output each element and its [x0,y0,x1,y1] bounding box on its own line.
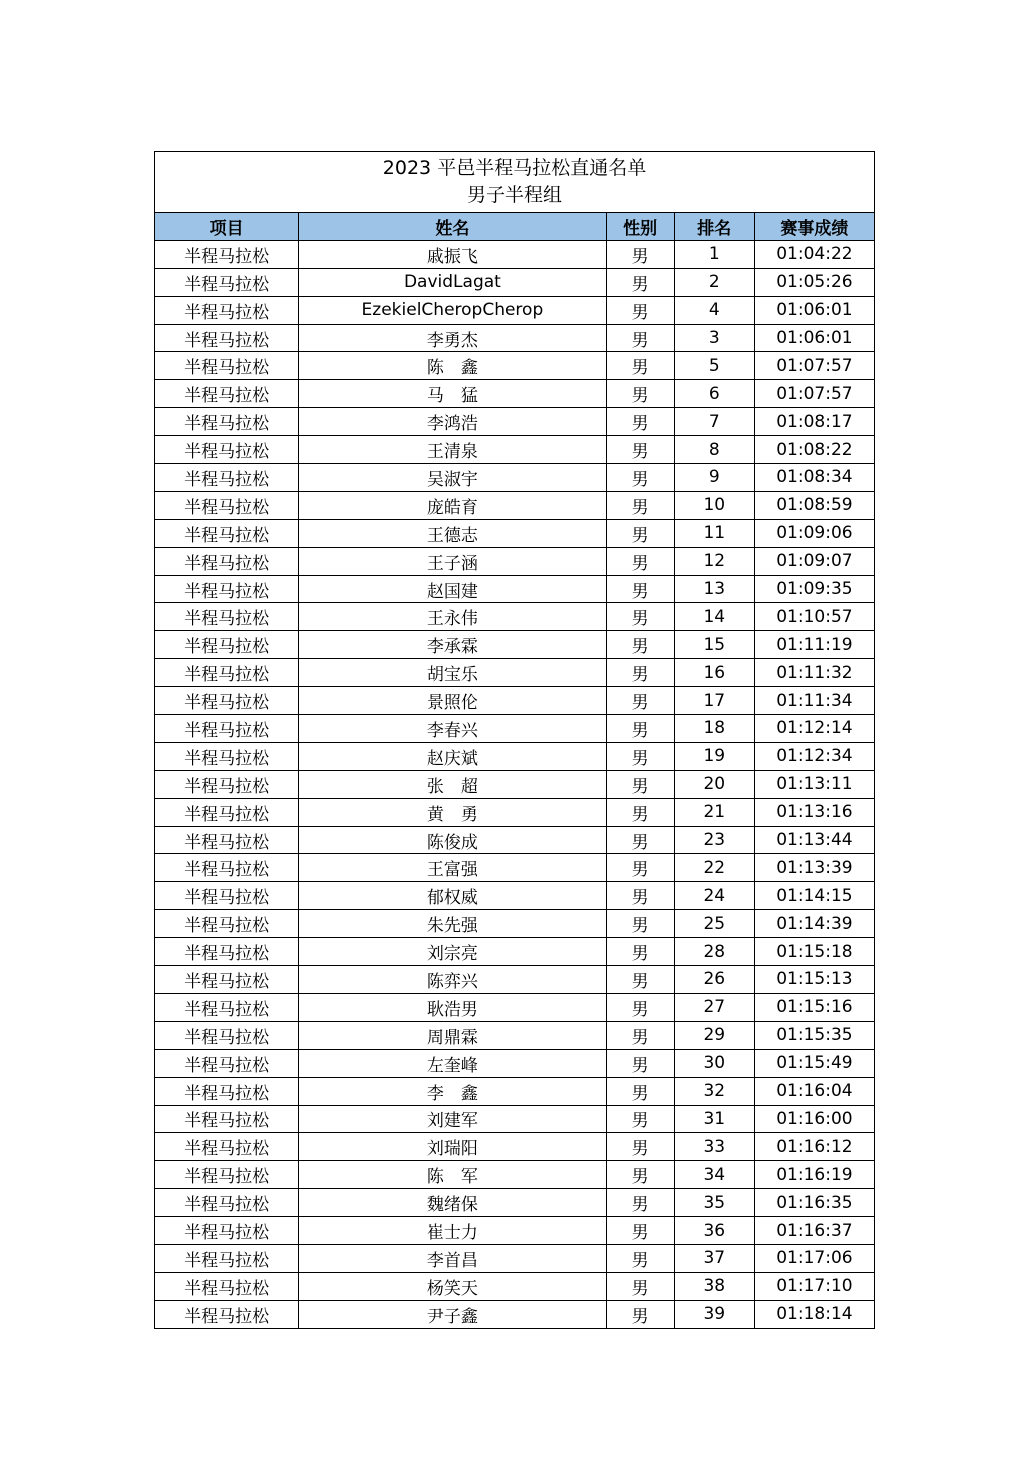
cell-gender: 男 [606,1049,674,1077]
results-sheet [154,151,875,1329]
cell-rank: 36 [674,1217,754,1245]
cell-rank: 35 [674,1189,754,1217]
column-header-gender: 性别 [606,213,674,241]
cell-name: 庞皓育 [299,491,606,519]
cell-gender: 男 [606,631,674,659]
table-row [155,296,875,324]
cell-name: 李首昌 [299,1244,606,1272]
cell-result: 01:16:19 [754,1161,874,1189]
cell-gender: 男 [606,966,674,994]
cell-gender: 男 [606,491,674,519]
cell-event: 半程马拉松 [155,575,299,603]
cell-rank: 30 [674,1049,754,1077]
table-body [155,240,875,1328]
cell-result: 01:13:16 [754,798,874,826]
cell-result: 01:16:00 [754,1105,874,1133]
cell-gender: 男 [606,408,674,436]
cell-rank: 21 [674,798,754,826]
table-row [155,575,875,603]
page-subtitle: 男子半程组 [466,184,562,206]
cell-gender: 男 [606,854,674,882]
cell-rank: 23 [674,826,754,854]
cell-name: 刘瑞阳 [299,1133,606,1161]
table-row [155,1300,875,1328]
table-row [155,1217,875,1245]
cell-gender: 男 [606,1161,674,1189]
cell-gender: 男 [606,1077,674,1105]
cell-result: 01:17:06 [754,1244,874,1272]
cell-event: 半程马拉松 [155,993,299,1021]
cell-event: 半程马拉松 [155,352,299,380]
cell-name: 赵国建 [299,575,606,603]
cell-event: 半程马拉松 [155,268,299,296]
cell-event: 半程马拉松 [155,687,299,715]
cell-name: 陈弈兴 [299,966,606,994]
cell-rank: 22 [674,854,754,882]
cell-result: 01:11:34 [754,687,874,715]
cell-rank: 16 [674,659,754,687]
cell-event: 半程马拉松 [155,240,299,268]
cell-result: 01:15:13 [754,966,874,994]
cell-event: 半程马拉松 [155,882,299,910]
cell-gender: 男 [606,687,674,715]
table-row [155,1049,875,1077]
cell-event: 半程马拉松 [155,1161,299,1189]
table-row [155,1105,875,1133]
cell-gender: 男 [606,519,674,547]
cell-rank: 25 [674,910,754,938]
cell-event: 半程马拉松 [155,491,299,519]
cell-result: 01:08:59 [754,491,874,519]
cell-event: 半程马拉松 [155,1077,299,1105]
cell-rank: 12 [674,547,754,575]
cell-name: 戚振飞 [299,240,606,268]
cell-event: 半程马拉松 [155,1049,299,1077]
table-row [155,436,875,464]
cell-name: 朱先强 [299,910,606,938]
table-row [155,1244,875,1272]
cell-gender: 男 [606,380,674,408]
table-row [155,547,875,575]
cell-name: 李承霖 [299,631,606,659]
cell-name: 胡宝乐 [299,659,606,687]
cell-gender: 男 [606,240,674,268]
cell-event: 半程马拉松 [155,324,299,352]
column-header-result: 赛事成绩 [754,213,874,241]
cell-rank: 39 [674,1300,754,1328]
cell-result: 01:08:17 [754,408,874,436]
cell-result: 01:09:07 [754,547,874,575]
cell-gender: 男 [606,1105,674,1133]
cell-gender: 男 [606,1272,674,1300]
cell-name: 魏绪保 [299,1189,606,1217]
cell-gender: 男 [606,770,674,798]
cell-event: 半程马拉松 [155,603,299,631]
cell-gender: 男 [606,910,674,938]
table-row [155,826,875,854]
cell-rank: 24 [674,882,754,910]
column-header-rank: 排名 [674,213,754,241]
cell-name: 陈 军 [299,1161,606,1189]
cell-gender: 男 [606,1300,674,1328]
cell-result: 01:04:22 [754,240,874,268]
cell-name: 李春兴 [299,715,606,743]
cell-event: 半程马拉松 [155,742,299,770]
cell-gender: 男 [606,742,674,770]
cell-event: 半程马拉松 [155,631,299,659]
cell-gender: 男 [606,575,674,603]
cell-event: 半程马拉松 [155,798,299,826]
cell-event: 半程马拉松 [155,938,299,966]
cell-rank: 26 [674,966,754,994]
cell-gender: 男 [606,1133,674,1161]
table-row [155,854,875,882]
cell-name: 李鸿浩 [299,408,606,436]
cell-rank: 28 [674,938,754,966]
cell-rank: 4 [674,296,754,324]
cell-rank: 27 [674,993,754,1021]
column-header-event: 项目 [155,213,299,241]
cell-name: 景照伦 [299,687,606,715]
cell-gender: 男 [606,1189,674,1217]
cell-name: 陈 鑫 [299,352,606,380]
table-header-row [155,213,875,241]
cell-event: 半程马拉松 [155,380,299,408]
cell-name: 王子涵 [299,547,606,575]
cell-gender: 男 [606,436,674,464]
cell-rank: 20 [674,770,754,798]
cell-result: 01:15:35 [754,1021,874,1049]
cell-name: 刘建军 [299,1105,606,1133]
cell-rank: 9 [674,464,754,492]
cell-name: 陈俊成 [299,826,606,854]
cell-name: DavidLagat [299,268,606,296]
cell-name: 周鼎霖 [299,1021,606,1049]
table-row [155,1077,875,1105]
table-row [155,687,875,715]
table-row [155,966,875,994]
cell-rank: 32 [674,1077,754,1105]
cell-rank: 38 [674,1272,754,1300]
cell-name: 王德志 [299,519,606,547]
cell-gender: 男 [606,324,674,352]
cell-name: 刘宗亮 [299,938,606,966]
cell-event: 半程马拉松 [155,1189,299,1217]
table-row [155,659,875,687]
cell-result: 01:12:14 [754,715,874,743]
table-row [155,770,875,798]
cell-name: 王富强 [299,854,606,882]
cell-rank: 13 [674,575,754,603]
cell-result: 01:05:26 [754,268,874,296]
cell-rank: 37 [674,1244,754,1272]
cell-result: 01:15:16 [754,993,874,1021]
cell-name: 左奎峰 [299,1049,606,1077]
table-row [155,464,875,492]
cell-result: 01:06:01 [754,324,874,352]
cell-event: 半程马拉松 [155,826,299,854]
cell-gender: 男 [606,798,674,826]
cell-event: 半程马拉松 [155,966,299,994]
cell-event: 半程马拉松 [155,519,299,547]
cell-gender: 男 [606,826,674,854]
cell-result: 01:17:10 [754,1272,874,1300]
cell-name: 王永伟 [299,603,606,631]
table-row [155,240,875,268]
cell-result: 01:13:44 [754,826,874,854]
cell-result: 01:08:22 [754,436,874,464]
cell-event: 半程马拉松 [155,296,299,324]
table-row [155,491,875,519]
table-row [155,1021,875,1049]
table-row [155,268,875,296]
cell-rank: 33 [674,1133,754,1161]
cell-name: 吴淑宇 [299,464,606,492]
results-table [154,212,875,1329]
title-block [154,151,875,212]
cell-name: 李 鑫 [299,1077,606,1105]
cell-rank: 14 [674,603,754,631]
cell-event: 半程马拉松 [155,715,299,743]
table-row [155,1189,875,1217]
cell-rank: 11 [674,519,754,547]
cell-result: 01:14:39 [754,910,874,938]
cell-gender: 男 [606,296,674,324]
cell-rank: 8 [674,436,754,464]
cell-name: 张 超 [299,770,606,798]
table-row [155,324,875,352]
cell-result: 01:07:57 [754,352,874,380]
cell-gender: 男 [606,1244,674,1272]
cell-event: 半程马拉松 [155,436,299,464]
cell-gender: 男 [606,659,674,687]
cell-event: 半程马拉松 [155,547,299,575]
table-row [155,910,875,938]
cell-rank: 34 [674,1161,754,1189]
cell-event: 半程马拉松 [155,1244,299,1272]
table-row [155,408,875,436]
cell-event: 半程马拉松 [155,770,299,798]
cell-result: 01:11:32 [754,659,874,687]
cell-rank: 7 [674,408,754,436]
cell-gender: 男 [606,1021,674,1049]
table-row [155,1161,875,1189]
table-row [155,938,875,966]
table-row [155,519,875,547]
table-row [155,603,875,631]
cell-result: 01:18:14 [754,1300,874,1328]
cell-result: 01:16:12 [754,1133,874,1161]
cell-result: 01:10:57 [754,603,874,631]
cell-event: 半程马拉松 [155,408,299,436]
cell-gender: 男 [606,547,674,575]
cell-event: 半程马拉松 [155,1105,299,1133]
cell-result: 01:14:15 [754,882,874,910]
cell-rank: 5 [674,352,754,380]
table-row [155,882,875,910]
cell-result: 01:06:01 [754,296,874,324]
cell-event: 半程马拉松 [155,854,299,882]
cell-gender: 男 [606,1217,674,1245]
cell-result: 01:16:35 [754,1189,874,1217]
cell-name: 王清泉 [299,436,606,464]
cell-result: 01:15:18 [754,938,874,966]
table-row [155,993,875,1021]
cell-gender: 男 [606,938,674,966]
cell-name: 崔士力 [299,1217,606,1245]
cell-gender: 男 [606,603,674,631]
cell-event: 半程马拉松 [155,659,299,687]
cell-event: 半程马拉松 [155,1300,299,1328]
cell-name: 李勇杰 [299,324,606,352]
table-row [155,1272,875,1300]
cell-rank: 18 [674,715,754,743]
cell-name: 马 猛 [299,380,606,408]
table-row [155,798,875,826]
cell-rank: 1 [674,240,754,268]
table-row [155,742,875,770]
cell-event: 半程马拉松 [155,910,299,938]
cell-gender: 男 [606,882,674,910]
table-row [155,1133,875,1161]
cell-gender: 男 [606,268,674,296]
cell-result: 01:16:04 [754,1077,874,1105]
cell-name: 耿浩男 [299,993,606,1021]
cell-event: 半程马拉松 [155,464,299,492]
column-header-name: 姓名 [299,213,606,241]
cell-result: 01:15:49 [754,1049,874,1077]
cell-rank: 29 [674,1021,754,1049]
cell-name: 黄 勇 [299,798,606,826]
cell-result: 01:13:39 [754,854,874,882]
cell-gender: 男 [606,715,674,743]
table-row [155,715,875,743]
cell-gender: 男 [606,352,674,380]
cell-event: 半程马拉松 [155,1217,299,1245]
cell-rank: 3 [674,324,754,352]
cell-result: 01:09:06 [754,519,874,547]
cell-event: 半程马拉松 [155,1272,299,1300]
cell-result: 01:12:34 [754,742,874,770]
page-title: 2023 平邑半程马拉松直通名单 [382,157,647,179]
table-row [155,352,875,380]
cell-rank: 6 [674,380,754,408]
cell-event: 半程马拉松 [155,1021,299,1049]
cell-result: 01:07:57 [754,380,874,408]
cell-rank: 2 [674,268,754,296]
cell-result: 01:11:19 [754,631,874,659]
cell-name: 杨笑天 [299,1272,606,1300]
table-row [155,380,875,408]
cell-name: EzekielCheropCherop [299,296,606,324]
cell-name: 郁权威 [299,882,606,910]
cell-result: 01:16:37 [754,1217,874,1245]
cell-name: 尹子鑫 [299,1300,606,1328]
cell-gender: 男 [606,993,674,1021]
cell-rank: 31 [674,1105,754,1133]
table-row [155,631,875,659]
cell-rank: 15 [674,631,754,659]
cell-result: 01:13:11 [754,770,874,798]
cell-gender: 男 [606,464,674,492]
cell-rank: 17 [674,687,754,715]
cell-rank: 19 [674,742,754,770]
cell-result: 01:09:35 [754,575,874,603]
cell-event: 半程马拉松 [155,1133,299,1161]
cell-result: 01:08:34 [754,464,874,492]
cell-rank: 10 [674,491,754,519]
cell-name: 赵庆斌 [299,742,606,770]
